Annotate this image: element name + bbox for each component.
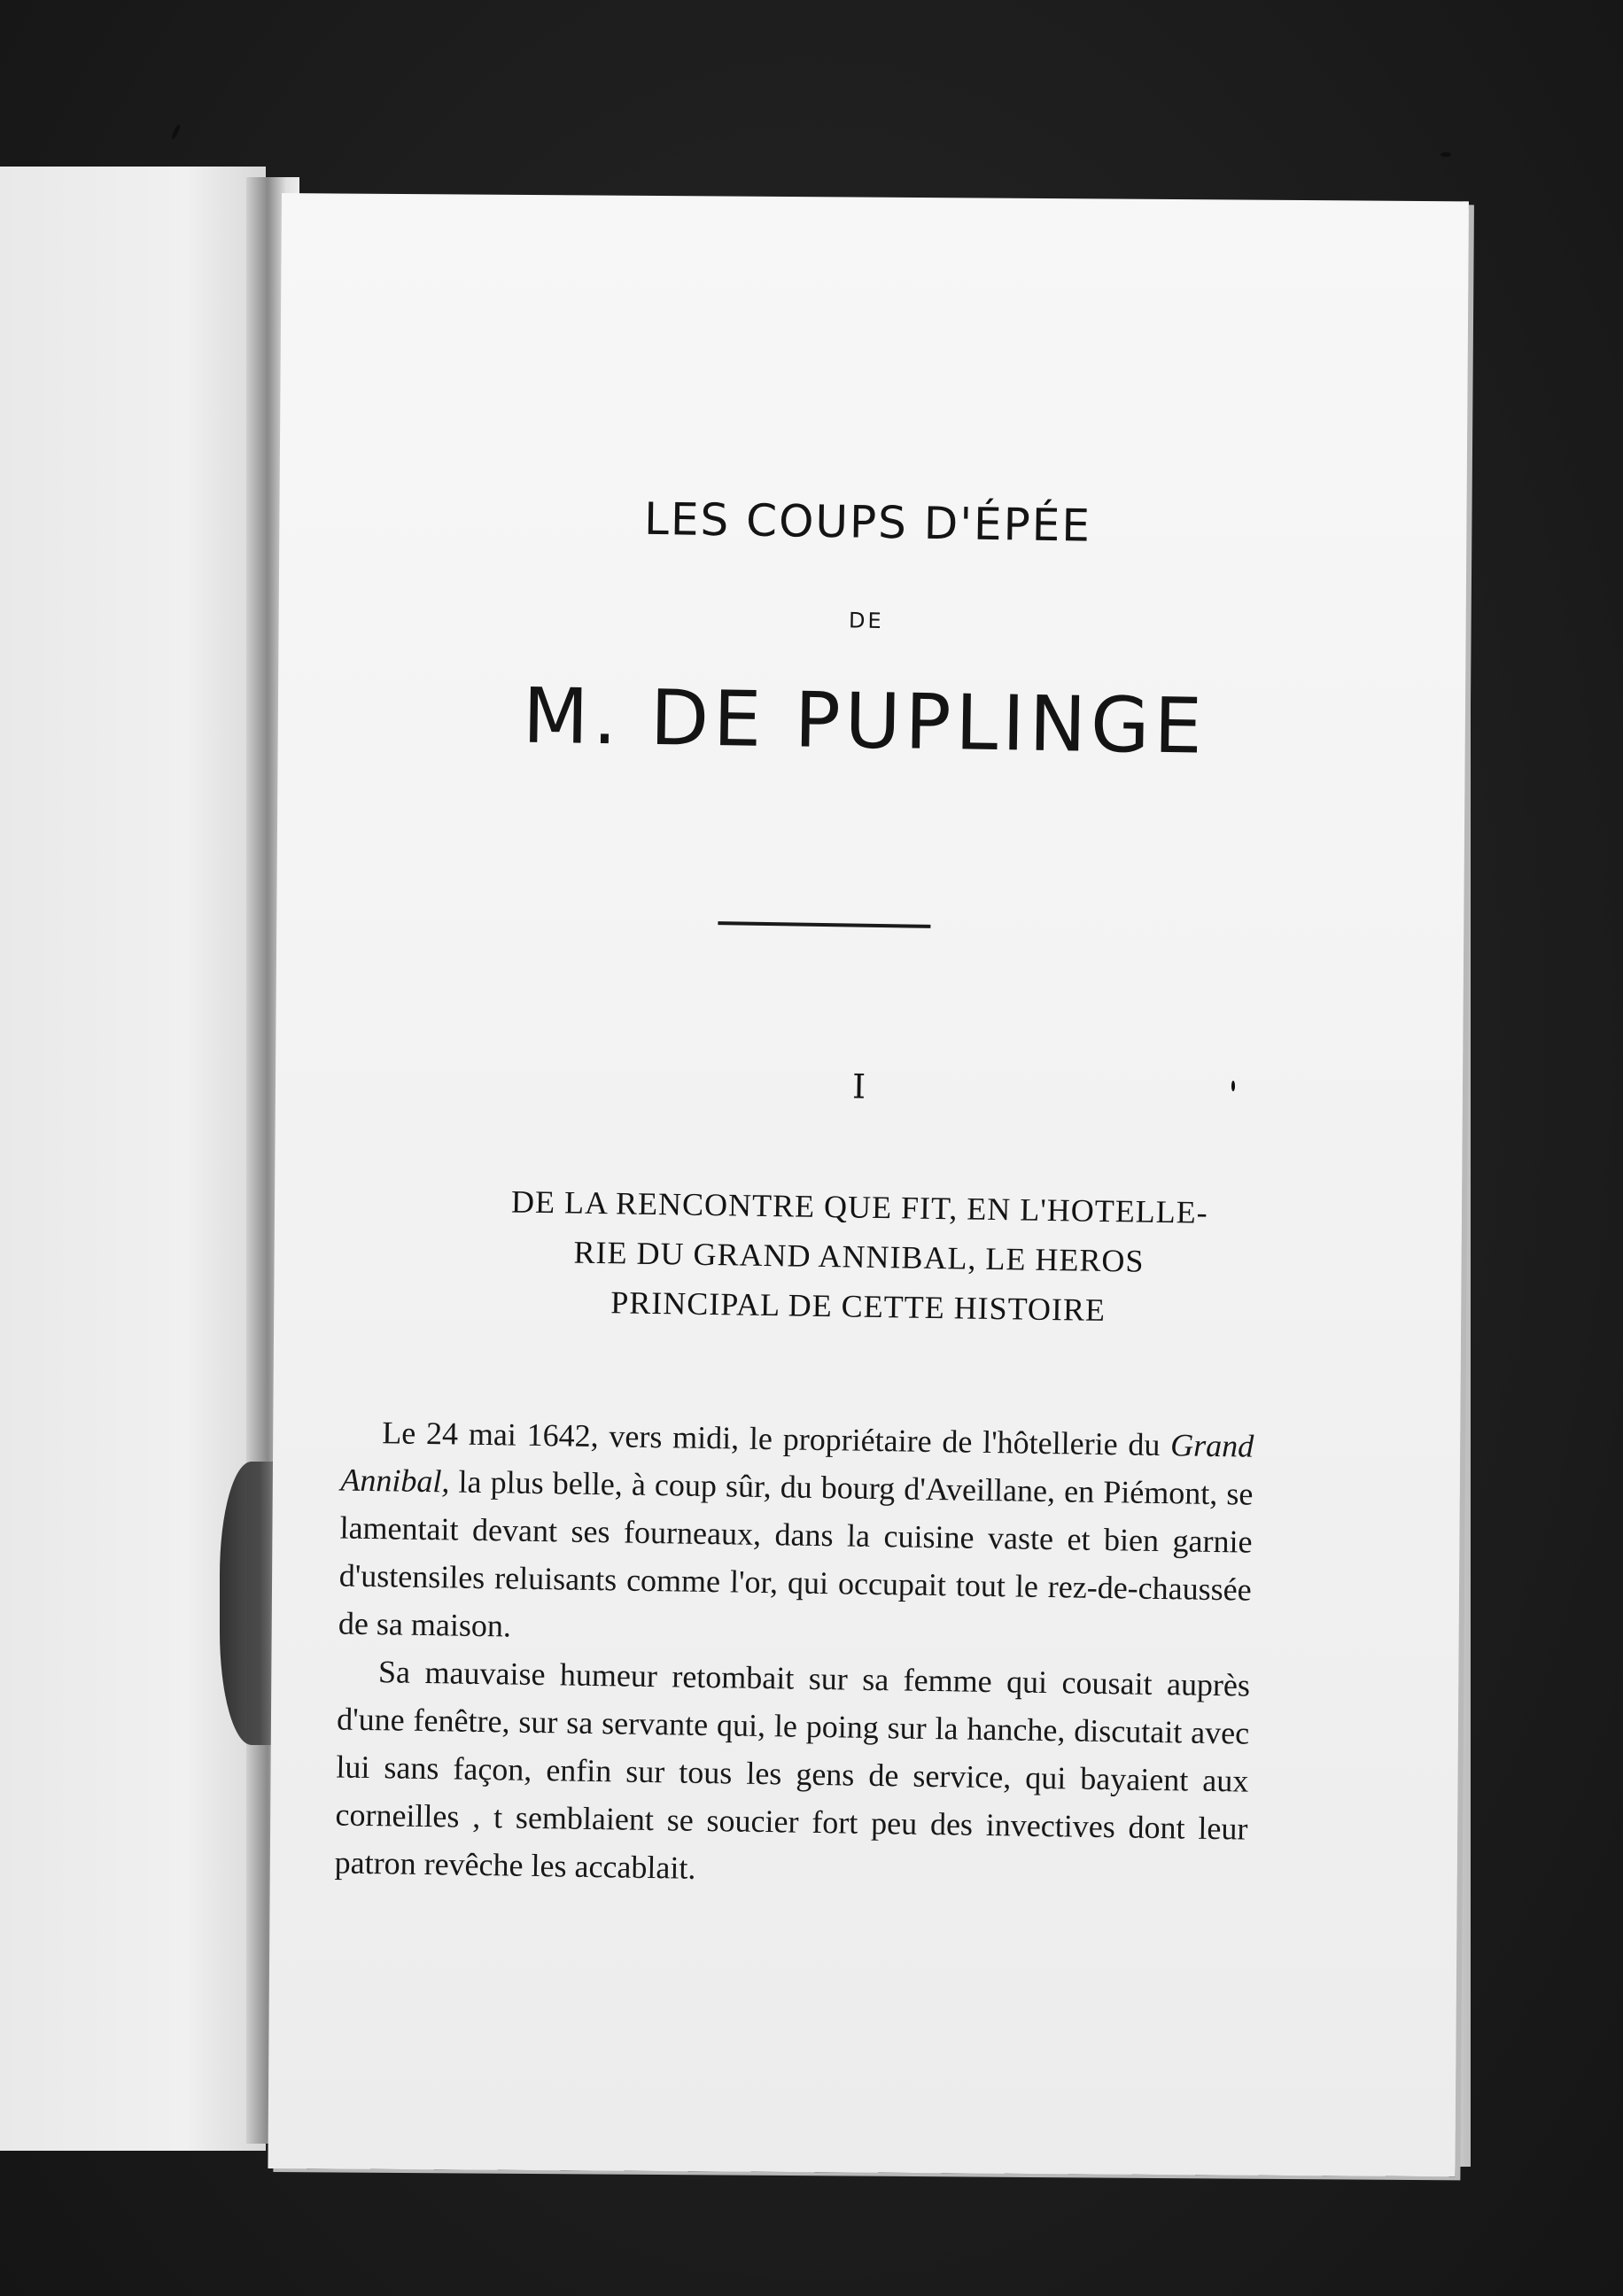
chapter-title-line: DE LA RENCONTRE QUE FIT, EN L'HOTELLE-: [510, 1183, 1209, 1230]
chapter-number: I: [851, 1067, 866, 1106]
chapter-body: [334, 1408, 1254, 1901]
inn-name: Grand Annibal,: [340, 1427, 1254, 1500]
chapter-title: [315, 1174, 1317, 1338]
dust-speck: [170, 124, 181, 140]
chapter-title-line: PRINCIPAL DE CETTE HISTOIRE: [610, 1284, 1107, 1329]
book-title-line-2: M. DE PUPLINGE: [522, 671, 1208, 772]
page-content: [306, 488, 1329, 1902]
dust-speck: [1441, 152, 1451, 157]
paragraph-1-end: la plus belle, à coup sûr, du bourg d'Aveillane, en Piémont, se lamentait devant ses fourneaux, dans la cuisine vaste et bien garnie d'ustensiles reluisants comme l'or, qui occupait tout le rez-de-chaussée de sa maison.: [338, 1463, 1254, 1644]
book-title-line-1: LES COUPS D'ÉPÉE: [643, 493, 1092, 552]
title-rule: [718, 921, 930, 928]
chapter-title-line: RIE DU GRAND ANNIBAL, LE HEROS: [573, 1234, 1145, 1279]
book-title-de: DE: [848, 608, 884, 633]
paragraph-1: [338, 1408, 1254, 1662]
paragraph-1-start: Le 24 mai 1642, vers midi, le propriétaire de l'hôtellerie du: [382, 1415, 1171, 1463]
paragraph-2: Sa mauvaise humeur retombait sur sa femme qui cousait auprès d'une fenêtre, sur sa servante qui, le poing sur la hanche, discutait avec lui sans façon, enfin sur tous les gens de service, qui bayaient aux corneilles , t semblaient se soucier fort peu des invectives dont leur patron revêche les accablait.: [334, 1654, 1251, 1886]
left-page: [0, 167, 266, 2151]
